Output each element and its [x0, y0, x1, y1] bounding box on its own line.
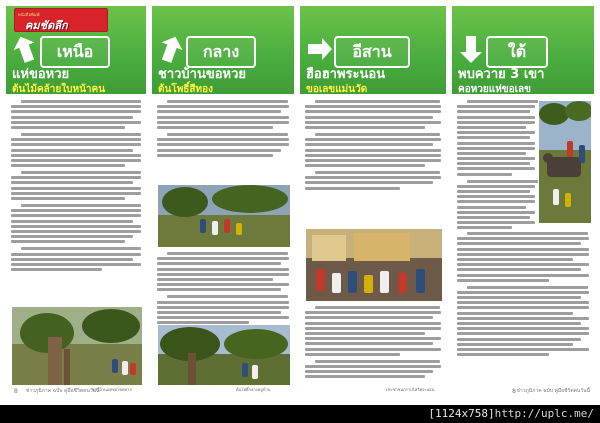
column-nuea	[6, 6, 146, 400]
subheadline-klang: ต้นโพธิ์สีทอง	[158, 84, 213, 95]
arrow-up-right-icon	[158, 34, 184, 64]
headline-nuea: แห่ขอหวย	[12, 67, 70, 82]
region-tag-label: อีสาน	[352, 42, 392, 61]
region-tag-box	[486, 36, 548, 68]
watermark-bar	[0, 405, 600, 423]
article-photo-klang-top	[157, 184, 291, 248]
region-tag-label: ใต้	[507, 42, 527, 61]
headline-klang: ชาวบ้านขอหวย	[158, 67, 247, 82]
photo-caption-klang: ต้นโพธิ์กลางหมู่บ้าน	[236, 387, 271, 392]
column-divider-1	[148, 6, 150, 400]
article-photo-klang-bottom	[157, 324, 291, 386]
arrow-right-icon	[306, 34, 332, 64]
article-body-tai-bottom	[457, 232, 589, 360]
article-body-klang-top	[157, 100, 289, 161]
article-body-isan-bottom	[305, 306, 441, 382]
article-photo-tai	[538, 100, 592, 224]
column-tai	[452, 6, 594, 400]
article-photo-nuea	[11, 306, 143, 386]
column-divider-3	[448, 6, 450, 400]
region-tag-box	[186, 36, 256, 68]
article-body-nuea	[11, 100, 141, 275]
headline-tai: พบควาย 3 เขา	[458, 67, 545, 82]
headline-isan: ฮือฮาพระนอน	[306, 67, 386, 82]
arrow-down-icon	[458, 34, 484, 64]
arrow-up-left-icon	[12, 34, 38, 64]
article-photo-isan	[305, 228, 443, 302]
region-tag-label: กลาง	[202, 42, 240, 61]
photo-caption-isan: ประชาชนกราบไหว้พระนอน	[386, 387, 435, 392]
subheadline-nuea: ต้นไม้คล้ายใบหน้าคน	[12, 84, 106, 95]
photo-caption-nuea: ชาวบ้านแห่ขอโชคลาภ	[92, 387, 132, 392]
publication-logo	[14, 8, 108, 32]
subheadline-tai: คอหวยแห่ขอเลข	[458, 84, 532, 95]
footer-text-tai: ข่าวภูมิภาค ฉบับ คู่มือชีวิตคนวันนี้	[516, 388, 590, 394]
column-klang	[152, 6, 294, 400]
column-divider-2	[296, 6, 298, 400]
region-tag-box	[334, 36, 410, 68]
footer-page-tai: 8	[512, 388, 516, 395]
watermark-text	[428, 407, 594, 420]
footer-text-nuea: ข่าวภูมิภาค ฉบับ คู่มือชีวิตคนวันนี้	[26, 388, 100, 394]
article-body-tai-left	[457, 100, 535, 233]
region-tag-box	[40, 36, 110, 68]
region-tag-label: เหนือ	[56, 42, 94, 61]
article-body-klang-bottom	[157, 252, 289, 328]
subheadline-isan: ขอเลขแม่นวัด	[306, 84, 368, 95]
logo-wordmark: คมชัดลึก	[25, 19, 68, 32]
footer-page-nuea: 8	[14, 388, 18, 395]
watermark-size: [1124x758]	[428, 407, 495, 420]
watermark-url: http://uplc.me/	[494, 407, 594, 420]
column-isan	[300, 6, 446, 400]
logo-small-text: หนังสือพิมพ์	[18, 12, 40, 17]
article-body-isan-top	[305, 100, 441, 194]
